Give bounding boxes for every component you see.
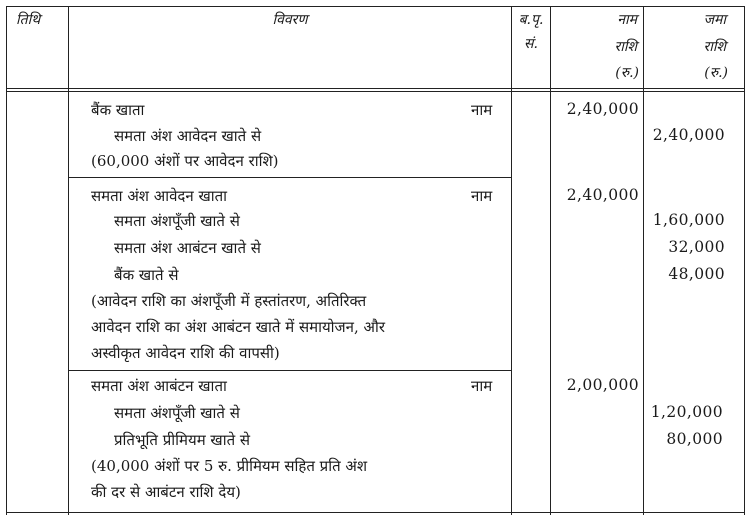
credit-account: समता अंश आबंटन खाते से [114, 239, 261, 257]
dr-marker: नाम [471, 187, 493, 205]
credit-account: समता अंशपूँजी खाते से [114, 212, 240, 230]
credit-amount: 32,000 [668, 238, 725, 256]
debit-account: समता अंश आबंटन खाता [91, 377, 227, 395]
debit-account: समता अंश आवेदन खाता [91, 187, 228, 205]
credit-amount: 48,000 [668, 265, 725, 283]
narration-line: (60,000 अंशों पर आवेदन राशि) [91, 152, 279, 170]
credit-amount: 1,60,000 [652, 211, 725, 229]
narration-line: आवेदन राशि का अंश आबंटन खाते में समायोजन, और [91, 318, 386, 336]
col-border-lf [550, 6, 551, 515]
narration-line: अस्वीकृत आवेदन राशि की वापसी) [91, 344, 280, 362]
debit-amount: 2,40,000 [566, 100, 639, 118]
debit-amount: 2,00,000 [566, 376, 639, 394]
entry-divider [69, 370, 511, 371]
col-border-debit [643, 6, 644, 515]
narration-line: की दर से आबंटन राशि देय) [91, 483, 241, 501]
header-particulars: विवरण [272, 12, 308, 28]
credit-amount: 80,000 [666, 430, 723, 448]
header-debit-line3: (रु.) [615, 65, 639, 81]
narration-line: (40,000 अंशों पर 5 रु. प्रीमियम सहित प्रति अंश [91, 457, 368, 475]
entry-divider [69, 177, 511, 178]
header-debit-line1: नाम [617, 12, 637, 28]
col-border-particulars [511, 6, 512, 515]
header-debit-line2: राशि [614, 39, 637, 55]
header-bottom-border [6, 88, 744, 89]
credit-account: समता अंश आवेदन खाते से [114, 127, 262, 145]
header-credit-line3: (रु.) [704, 65, 728, 81]
header-date: तिथि [16, 12, 41, 28]
header-credit-line1: जमा [703, 12, 726, 28]
credit-account: समता अंशपूँजी खाते से [114, 404, 240, 422]
debit-account: बैंक खाता [91, 101, 145, 119]
header-bottom-border-double [6, 91, 744, 92]
credit-account: प्रतिभूति प्रीमियम खाते से [114, 431, 251, 449]
credit-amount: 1,20,000 [650, 403, 723, 421]
header-lf-line1: ब.पृ. [518, 12, 544, 28]
dr-marker: नाम [471, 101, 493, 119]
credit-account: बैंक खाते से [114, 266, 179, 284]
table-top-border [6, 6, 744, 7]
narration-line: (आवेदन राशि का अंशपूँजी में हस्तांतरण, अतिरिक्त [91, 292, 367, 310]
table-bottom-border [6, 512, 744, 513]
dr-marker: नाम [471, 377, 493, 395]
col-border-left [6, 6, 7, 515]
header-lf-line2: सं. [524, 36, 538, 52]
col-border-right [744, 6, 745, 515]
col-border-date [68, 6, 69, 515]
credit-amount: 2,40,000 [652, 126, 725, 144]
debit-amount: 2,40,000 [566, 186, 639, 204]
header-credit-line2: राशि [703, 39, 726, 55]
